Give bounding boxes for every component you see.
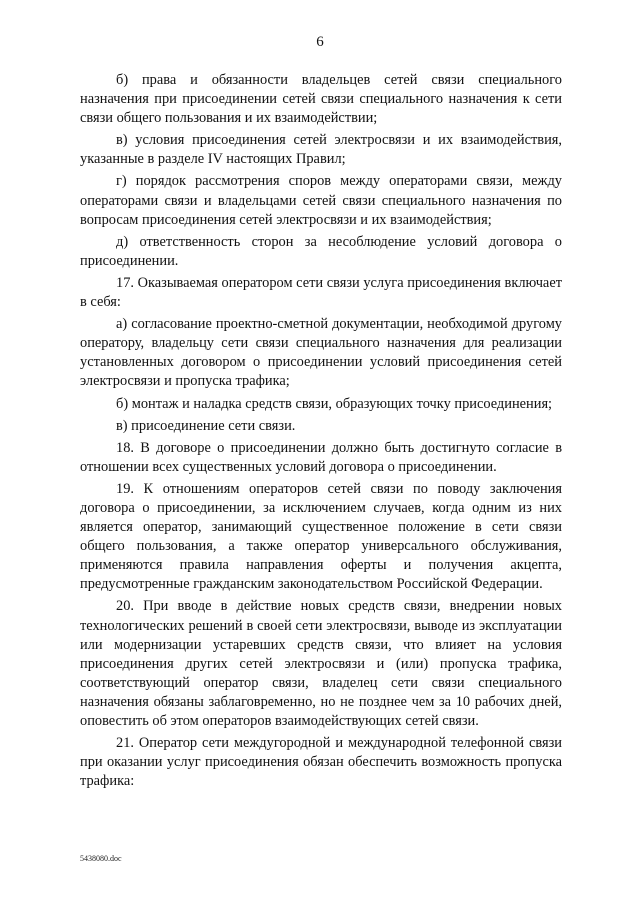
page-number: 6 [316, 34, 324, 50]
paragraph-b-rights: б) права и обязанности владельцев сетей связи специального назначения при присоединении сетей связи специального назначения к сети связи общего пользования и их взаимодействии; [80, 72, 562, 127]
paragraph-19: 19. К отношениям операторов сетей связи по поводу заключения договора о присоединении, за исключением случаев, когда одним из них является оператор, занимающий существенное положение в сети связи общего пользования, а также оператор универсального обслуживания, применяются правила направления оферты и получения акцепта, предусмотренные гражданским законодательством Российской Федерации. [80, 480, 562, 593]
paragraph-17-a: а) согласование проектно-сметной документации, необходимой другому оператору, владельцу сети связи специального назначения для реализации установленных договором о присоединении условий присоединения сетей электросвязи и пропуска трафика; [80, 316, 562, 390]
paragraph-20: 20. При вводе в действие новых средств связи, внедрении новых технологических решений в своей сети электросвязи, выводе из эксплуатации или модернизации устаревших средств связи, что влияет на условия присоединения других сетей электросвязи и (или) пропуска трафика, соответствующий оператор связи, владелец сети связи специального назначения обязаны заблаговременно, но не позднее чем за 10 рабочих дней, оповестить об этом операторов взаимодействующих сетей связи. [80, 598, 562, 729]
paragraph-17-v: в) присоединение сети связи. [116, 417, 296, 434]
paragraph-d-liability: д) ответственность сторон за несоблюдение условий договора о присоединении. [80, 233, 562, 269]
footer-filename: 5438080.doc [80, 854, 122, 863]
document-body [80, 71, 562, 791]
paragraph-18: 18. В договоре о присоединении должно быть достигнуто согласие в отношении всех существенных условий договора о присоединении. [80, 439, 562, 475]
paragraph-17-b: б) монтаж и наладка средств связи, образующих точку присоединения; [116, 395, 553, 412]
paragraph-17: 17. Оказываемая оператором сети связи услуга присоединения включает в себя: [80, 274, 562, 311]
paragraph-g-disputes: г) порядок рассмотрения споров между операторами связи, между операторами связи и владельцами сетей связи специального назначения по вопросам присоединения сетей электросвязи и их взаимодействия; [80, 173, 562, 228]
paragraph-21: 21. Оператор сети междугородной и международной телефонной связи при оказании услуг присоединения обязан обеспечить возможность пропуска трафика: [80, 735, 562, 790]
paragraph-v-conditions: в) условия присоединения сетей электросвязи и их взаимодействия, указанные в разделе IV настоящих Правил; [80, 132, 562, 168]
